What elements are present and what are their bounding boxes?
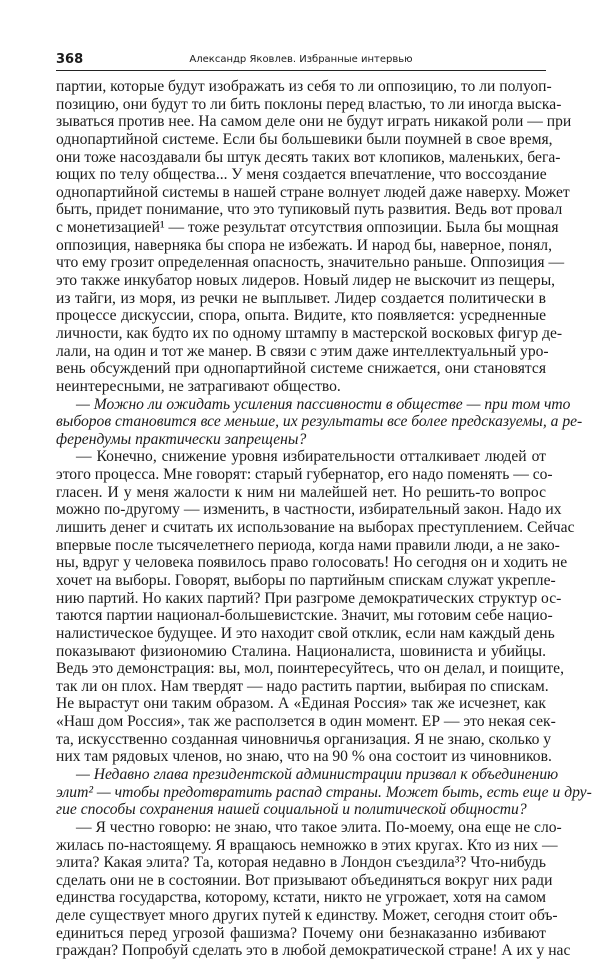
text-line: гие способы сохранения нашей социальной и политической общности? [56,801,527,819]
text-line: вень обсуждений при однопартийной системе снижается, они становятся [56,360,546,378]
text-line: оппозиция, наверняка бы спора не избежать. И народ бы, наверное, понял, [56,236,552,254]
interview-answer [56,448,575,766]
text-line: «Наш дом Россия», так же расползется в один момент. ЕР — это некая сек- [56,713,556,731]
text-line: так ли он плох. Нам твердят — надо растить партии, выбирая по спискам. [56,677,549,695]
text-line: единства государства, которому, кстати, никто не угрожает, хотя на самом [56,889,546,907]
text-line: — Можно ли ожидать усиления пассивности в обществе — при том что [76,395,571,413]
text-line: Ведь это демонстрация: вы, мол, поинтересуйтесь, что он делал, и поищите, [56,660,564,678]
text-line: выборов становится все меньше, их результаты все более предсказуемы, а ре- [56,413,583,431]
text-line: нию партий. Но каких партий? При разгроме демократических структур ос- [56,589,562,607]
text-line: них там рядовых членов, но знаю, что на 90 % она состоит из чиновников. [56,748,552,766]
text-line: неинтересными, не затрагивают общество. [56,377,341,395]
interview-question [56,765,592,819]
text-line: Не вырастут они таким образом. А «Единая Россия» так же исчезнет, как [56,695,546,713]
text-line: налистическое будущее. И это находит свой отклик, если нам каждый день [56,624,555,642]
text-line: процессе дискуссии, спора, опыта. Видите, кто появляется: усредненные [56,307,546,325]
text-line: зываться против нее. На самом деле они не будут играть никакой роли — при [56,113,572,131]
running-title: Александр Яковлев. Избранные интервью [189,54,413,65]
text-line: показывают физиономию Сталина. Националиста, шовиниста и убийцы. [56,642,546,660]
text-line: что ему грозит определенная опасность, значительно раньше. Оппозиция — [56,254,565,272]
text-line: быть, придет понимание, что это тупиковый путь развития. Ведь вот провал [56,201,563,219]
text-line: деле существует много других путей к единству. Может, сегодня стоит объ- [56,907,558,925]
text-line: однопартийной системы в нашей стране волнует людей даже наверху. Может [56,183,570,201]
text-line: ны, вдруг у человека появилось право голосовать! Но сегодня он и ходить не [56,554,568,572]
text-line: элита? Какая элита? Та, которая недавно в Лондон съездила³? Что-нибудь [56,854,546,872]
text-line: это также инкубатор новых лидеров. Новый лидер не выскочит из пещеры, [56,272,556,290]
text-line: лишить денег и считать их использование на выборах преступлением. Сейчас [56,519,575,537]
text-line: граждан? Попробуй сделать это в любой демократической стране! А их у нас [56,942,571,960]
text-line: личности, как будто их по одному штампу в мастерской восковых фигур де- [56,324,563,342]
text-line: позицию, они будут то ли бить поклоны перед властью, то ли иногда выска- [56,95,562,113]
text-line: этого процесса. Мне говорят: старый губернатор, его надо поменять — со- [56,466,553,484]
text-line: из тайги, из моря, из речки не выплывет. Лидер создается политически в [56,289,546,307]
text-line: та, искусственно созданная чиновничья организация. Я не знаю, сколько у [56,730,552,748]
text-line: элит² — чтобы предотвратить распад страны. Может быть, есть еще и дру- [56,783,592,801]
page-number: 368 [56,52,84,67]
page-header [56,52,546,71]
text-line: ющих по телу общества... У меня создается впечатление, что воссоздание [56,166,547,184]
text-line: таются партии национал-большевистские. Значит, мы готовим себе нацио- [56,607,553,625]
text-line: однопартийной системе. Если бы большевики были поумней в свое время, [56,130,553,148]
text-line: впервые после тысячелетнего периода, когда нами правили люди, а не зако- [56,536,560,554]
text-line: единиться перед угрозой фашизма? Почему они безнаказанно избивают [56,924,546,942]
text-line: жилась по-настоящему. Я вращаюсь немножко в этих кругах. Кто из них — [56,836,558,854]
text-line: — Недавно глава президентской администрации призвал к объединению [76,765,559,783]
text-line: хочет на выборы. Говорят, выборы по партийным спискам служат укрепле- [56,571,556,589]
text-line: — Конечно, снижение уровня избирательности отталкивает людей от [76,448,546,466]
text-line: с монетизацией¹ — тоже результат отсутствия оппозиции. Была бы мощная [56,219,559,237]
text-line: ферендумы практически запрещены? [56,430,307,448]
interview-answer [56,78,572,396]
text-line: партии, которые будут изображать из себя то ли оппозицию, то ли полуоп- [56,78,552,95]
text-line: — Я честно говорю: не знаю, что такое элита. По-моему, она еще не сло- [76,818,562,836]
text-line: можно по-другому — изменить, в частности, избирательный закон. Надо их [56,501,562,519]
text-line: лали, на один и тот же манер. В связи с этим даже интеллектуальный уро- [56,342,549,360]
text-line: сделать они не в состоянии. Вот призывают объединяться вокруг них ради [56,871,553,889]
text-line: гласен. И у меня жалости к ним ни малейшей нет. Но решить-то вопрос [56,483,546,501]
interview-question [56,395,583,449]
page-body [56,78,592,960]
text-line: они тоже насоздавали бы штук десять таких вот клопиков, маленьких, бега- [56,148,561,166]
